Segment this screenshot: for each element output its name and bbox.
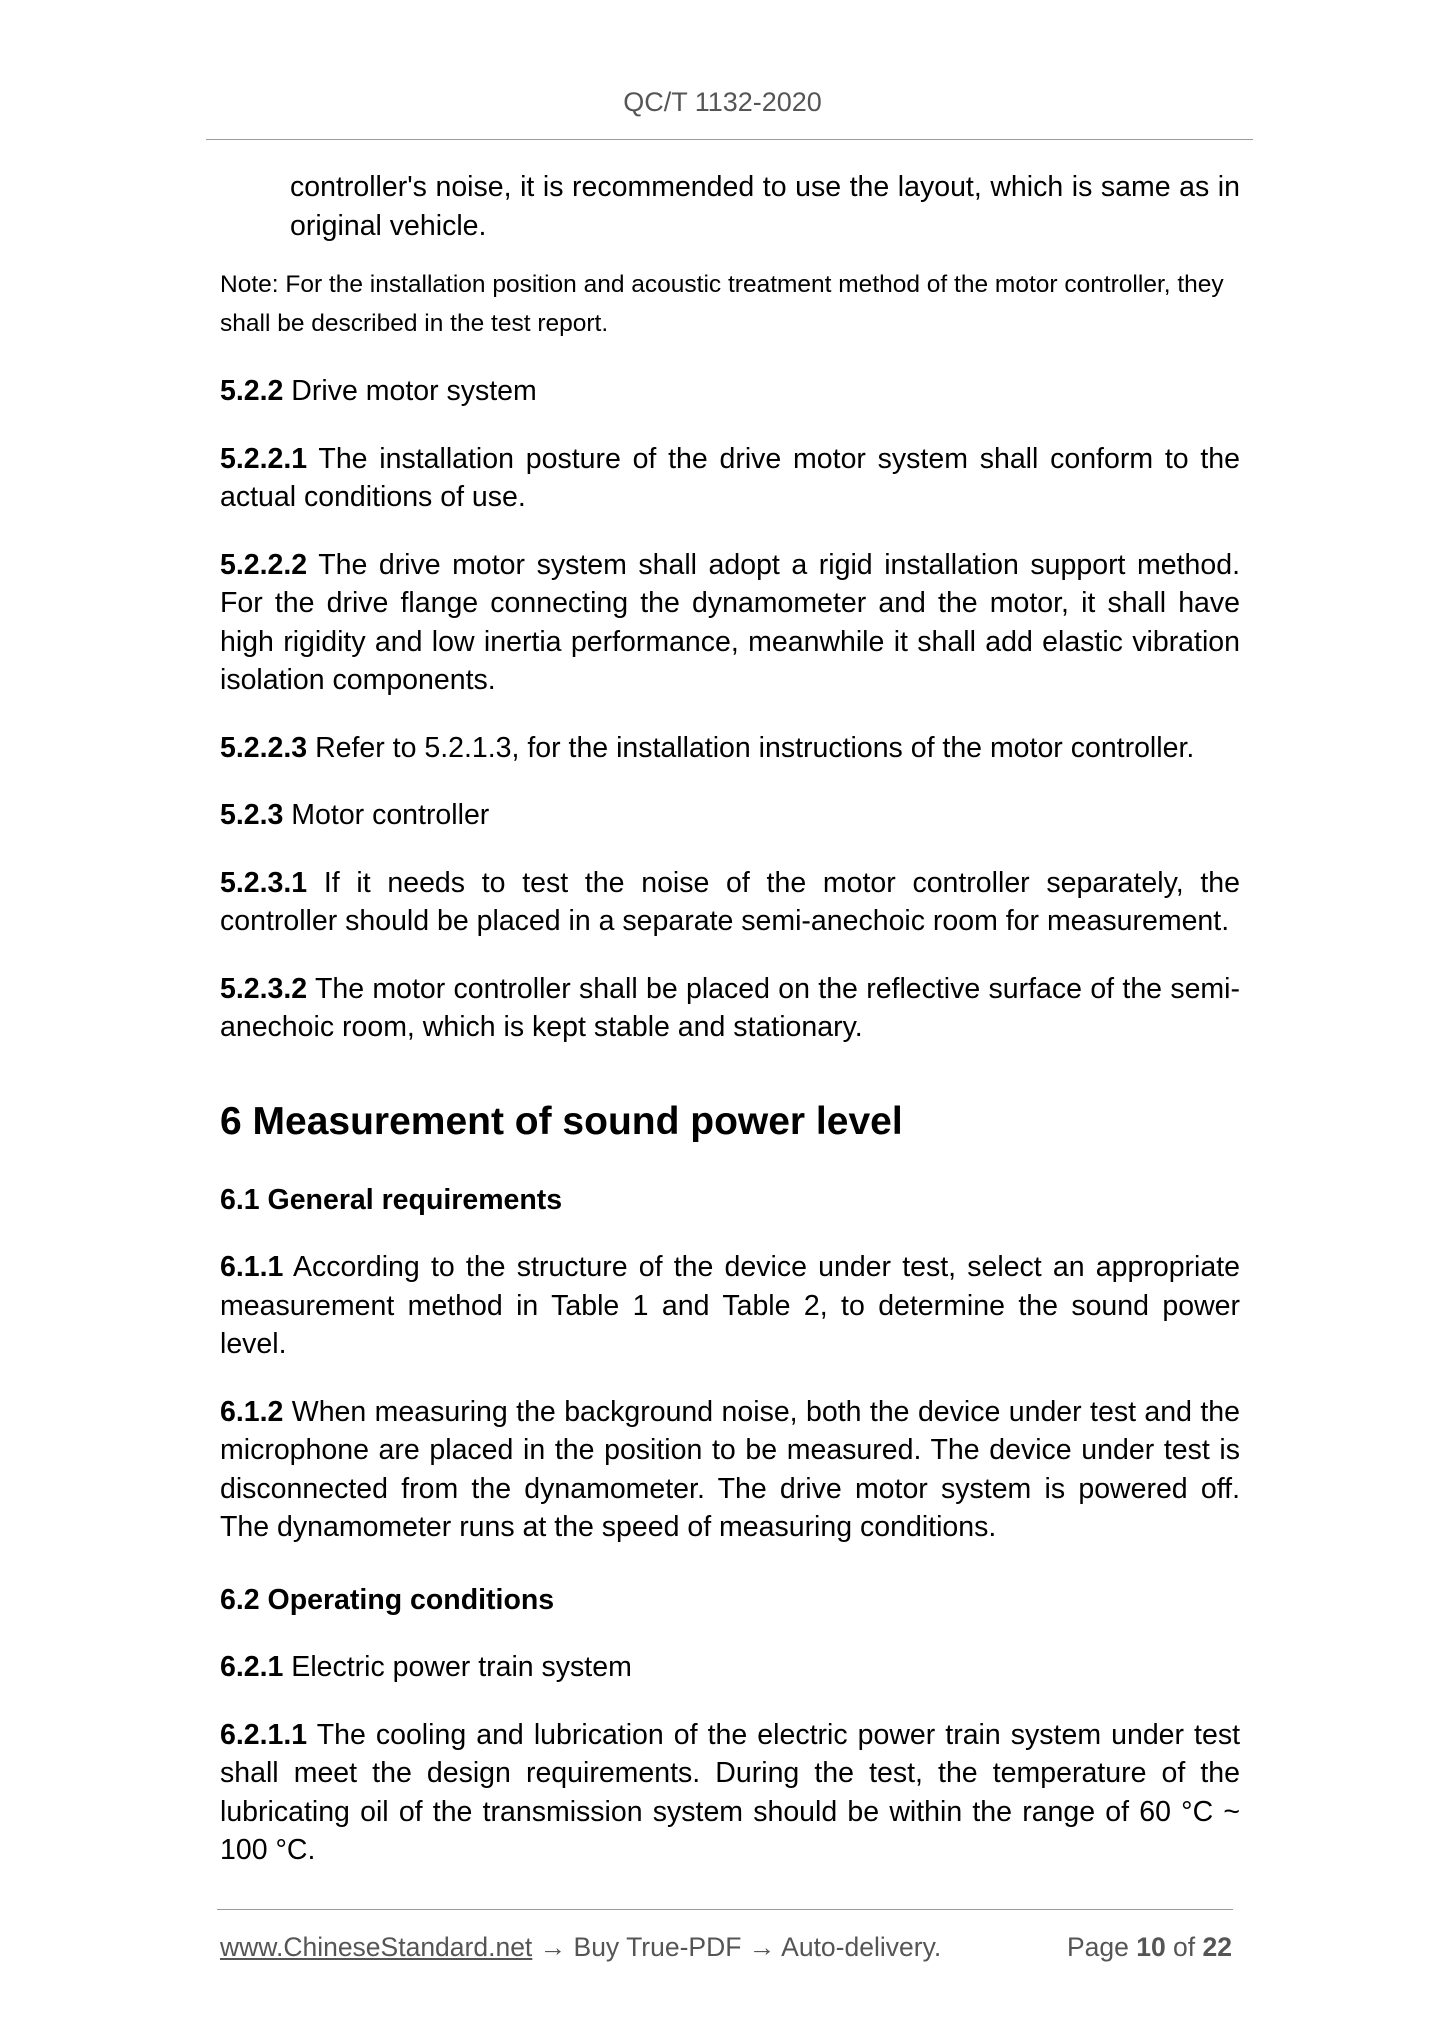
- clause-5-2-3-2: [220, 970, 1240, 1047]
- clause-number: 6.2.1: [220, 1651, 284, 1683]
- clause-text: If it needs to test the noise of the motor controller separately, the controller should be placed in a separate semi-anechoic room for measurement.: [220, 866, 1240, 937]
- clause-6-1-2: [220, 1393, 1240, 1547]
- section-6-heading: 6 Measurement of sound power level: [220, 1099, 903, 1143]
- footer-left: [220, 1932, 941, 1962]
- clause-number: 5.2.3.2: [220, 972, 308, 1005]
- clause-text: Refer to 5.2.1.3, for the installation instructions of the motor controller.: [307, 731, 1195, 764]
- clause-5-2-2-3: [220, 729, 1240, 768]
- clause-text: When measuring the background noise, both the device under test and the microphone are placed in the position to be measured. The device under test is disconnected from the dynamometer. The drive motor system is powered off. The dynamometer runs at the speed of measuring conditions.: [220, 1395, 1240, 1543]
- clause-number: 6.2.1.1: [220, 1718, 308, 1751]
- note-paragraph: Note: For the installation position and acoustic treatment method of the motor controller, they shall be described in the test report.: [220, 271, 1224, 337]
- total-pages: 22: [1202, 1932, 1232, 1962]
- clause-number: 5.2.2.1: [220, 442, 308, 475]
- section-6-1-heading: 6.1 General requirements: [220, 1183, 563, 1216]
- continuation-paragraph: controller's noise, it is recommended to use the layout, which is same as in original vehicle.: [290, 171, 1240, 242]
- clause-6-2-1: [220, 1648, 1240, 1687]
- clause-number: 5.2.2.3: [220, 731, 308, 764]
- header-divider: [206, 139, 1253, 140]
- clause-text: According to the structure of the device under test, select an appropriate measurement method in Table 1 and Table 2, to determine the sound power level.: [220, 1251, 1240, 1360]
- clause-text: The motor controller shall be placed on the reflective surface of the semi-anechoic room, which is kept stable and stationary.: [220, 972, 1240, 1043]
- page-body: [220, 168, 1240, 1870]
- page-indicator: [1067, 1929, 1232, 1965]
- clause-text: The cooling and lubrication of the electric power train system under test shall meet the design requirements. During the test, the temperature of the lubricating oil of the transmission system should be within the range of 60 °C ~ 100 °C.: [220, 1718, 1240, 1866]
- clause-number: 5.2.3.1: [220, 866, 308, 899]
- clause-text: Motor controller: [283, 799, 490, 831]
- clause-text: The installation posture of the drive motor system shall conform to the actual conditions of use.: [220, 442, 1240, 513]
- clause-number: 5.2.2: [220, 375, 284, 407]
- footer-tagline: → Buy True-PDF → Auto-delivery.: [532, 1932, 942, 1962]
- clause-5-2-3-1: [220, 864, 1240, 941]
- clause-number: 6.1.2: [220, 1395, 284, 1428]
- clause-6-2-1-1: [220, 1716, 1240, 1870]
- clause-number: 5.2.3: [220, 799, 284, 831]
- clause-number: 6.1.1: [220, 1251, 284, 1283]
- of-label: of: [1165, 1932, 1203, 1962]
- clause-5-2-2-2: [220, 546, 1240, 700]
- clause-text: Electric power train system: [283, 1651, 632, 1683]
- clause-5-2-2-1: [220, 440, 1240, 517]
- clause-5-2-2: [220, 372, 1240, 411]
- website-link[interactable]: www.ChineseStandard.net: [220, 1932, 533, 1962]
- footer-divider: [217, 1909, 1233, 1910]
- section-6-2-heading: 6.2 Operating conditions: [220, 1583, 555, 1616]
- document-id-header: QC/T 1132-2020: [623, 87, 822, 117]
- clause-text: Drive motor system: [283, 375, 537, 407]
- clause-text: The drive motor system shall adopt a rigid installation support method. For the drive flange connecting the dynamometer and the motor, it shall have high rigidity and low inertia performance, meanwhile it shall add elastic vibration isolation components.: [220, 548, 1240, 696]
- current-page-number: 10: [1136, 1932, 1166, 1962]
- page-footer: [220, 1929, 1232, 1965]
- clause-5-2-3: [220, 796, 1240, 835]
- page-label: Page: [1066, 1932, 1137, 1962]
- clause-number: 5.2.2.2: [220, 548, 308, 581]
- clause-6-1-1: [220, 1248, 1240, 1364]
